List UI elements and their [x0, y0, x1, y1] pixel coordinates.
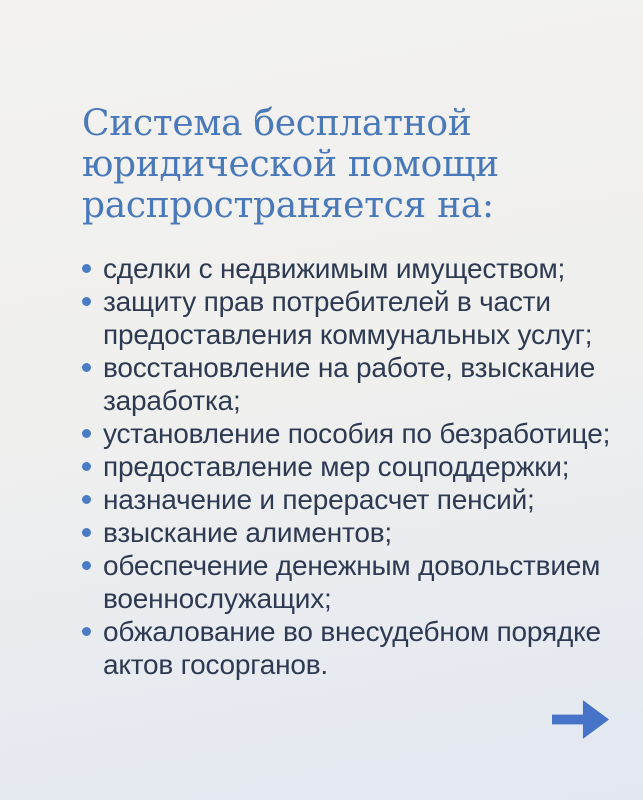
bullet-icon — [82, 561, 91, 570]
bullet-icon — [82, 297, 91, 306]
list-item-text: сделки с недвижимым имуществом; — [103, 253, 566, 284]
list-item — [82, 252, 617, 285]
list-item — [82, 285, 617, 351]
list-item — [82, 417, 617, 450]
list-item-text: взыскание алиментов; — [103, 517, 392, 548]
list-item-text: восстановление на работе, взыскание заработка; — [103, 352, 596, 416]
page-title-line: юридической помощи — [82, 144, 499, 185]
page-title-line: Система бесплатной — [82, 103, 472, 144]
bullet-icon — [82, 495, 91, 504]
bullet-icon — [82, 627, 91, 636]
arrow-right-icon — [552, 697, 610, 742]
list-item-text: обжалование во внесудебном порядке актов госорганов. — [103, 616, 601, 680]
list-item-text: назначение и перерасчет пенсий; — [103, 484, 535, 515]
list-item — [82, 615, 617, 681]
list-item — [82, 351, 617, 417]
bullet-icon — [82, 429, 91, 438]
page-title — [82, 103, 582, 226]
list-item — [82, 450, 617, 483]
benefits-list — [82, 252, 617, 681]
list-item — [82, 483, 617, 516]
list-item-text: защиту прав потребителей в части предоставления коммунальных услуг; — [103, 286, 593, 350]
bullet-icon — [82, 462, 91, 471]
list-item-text: установление пособия по безработице; — [103, 418, 611, 449]
page-title-line: распространяется на: — [82, 185, 494, 226]
list-item — [82, 516, 617, 549]
list-item — [82, 549, 617, 615]
bullet-icon — [82, 264, 91, 273]
list-item-text: предоставление мер соцподдержки; — [103, 451, 570, 482]
next-page-button[interactable] — [552, 697, 610, 742]
list-item-text: обеспечение денежным довольствием военнослужащих; — [103, 550, 601, 614]
bullet-icon — [82, 363, 91, 372]
bullet-icon — [82, 528, 91, 537]
